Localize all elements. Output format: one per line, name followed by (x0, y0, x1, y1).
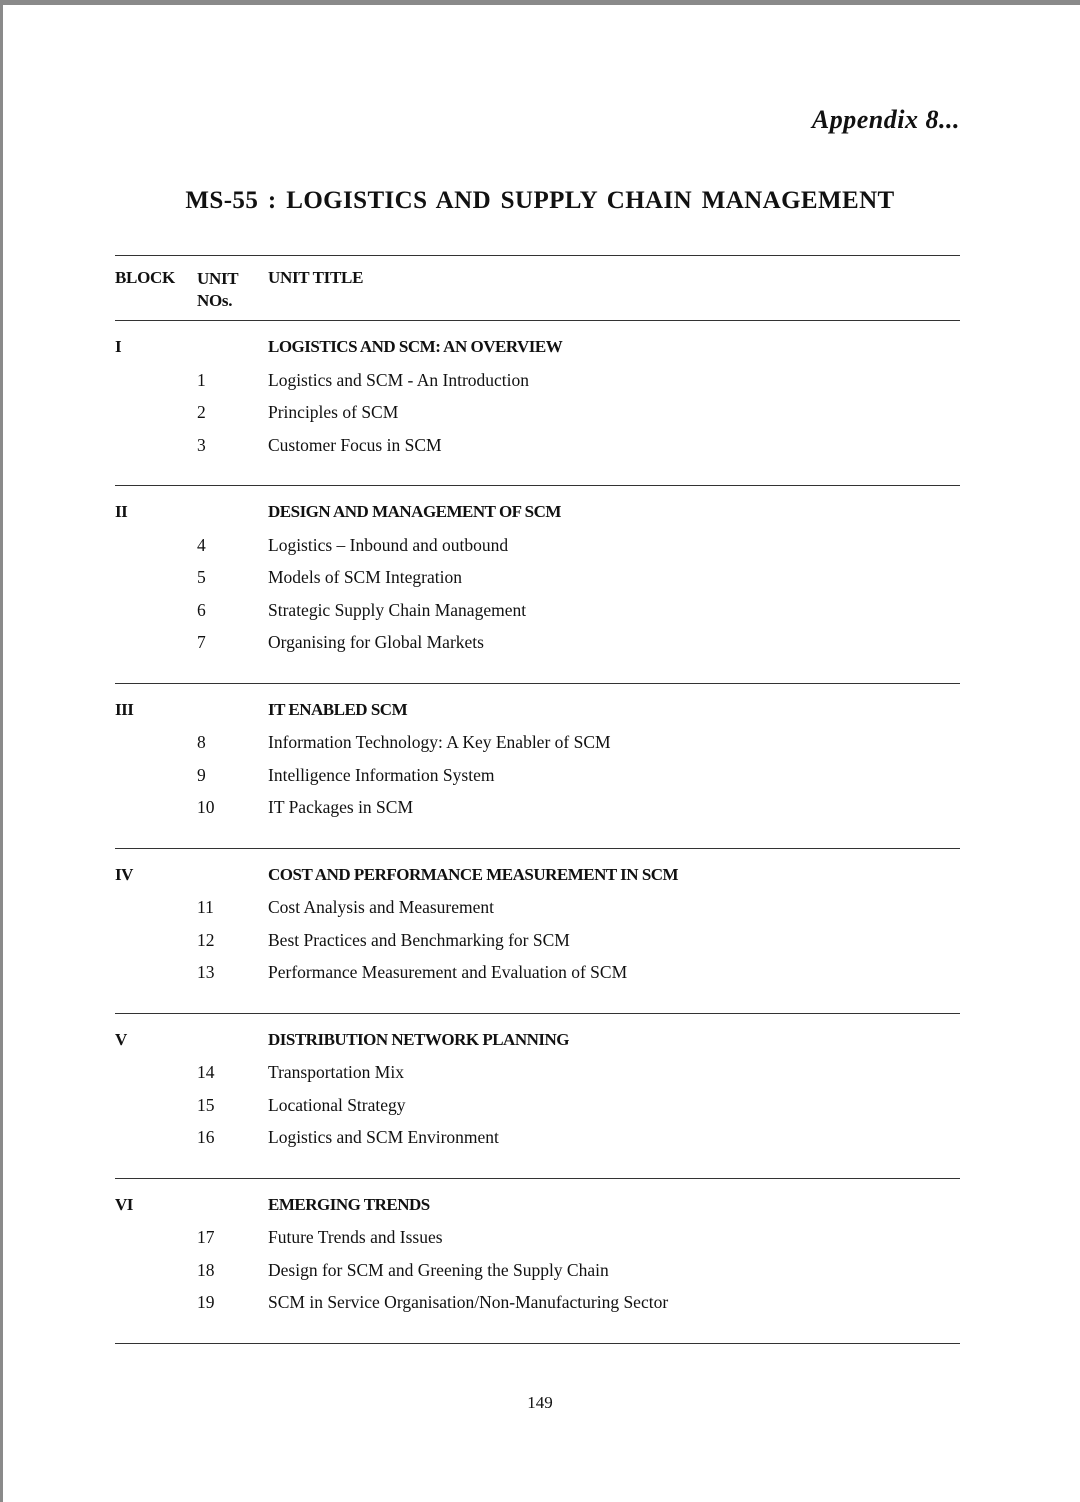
block-section (115, 1179, 960, 1343)
unit-title: Logistics and SCM Environment (268, 1127, 499, 1147)
unit-number: 11 (197, 897, 214, 917)
unit-title: Best Practices and Benchmarking for SCM (268, 929, 570, 950)
course-units-table (115, 255, 960, 1344)
unit-row (115, 1292, 960, 1325)
unit-title: IT Packages in SCM (268, 797, 414, 817)
block-divider-rule (115, 1343, 960, 1344)
unit-title: Logistics and SCM - An Introduction (268, 369, 530, 390)
header-unit-title: UNIT TITLE (268, 268, 364, 287)
block-title: EMERGING TRENDS (268, 1194, 430, 1214)
unit-row (115, 732, 960, 765)
unit-title: Future Trends and Issues (268, 1227, 443, 1247)
unit-title: Intelligence Information System (268, 764, 495, 785)
block-number: VI (115, 1194, 133, 1214)
block-title: LOGISTICS AND SCM: AN OVERVIEW (268, 337, 563, 356)
unit-number: 14 (197, 1062, 215, 1082)
page-number: 149 (527, 1393, 553, 1412)
unit-title: Organising for Global Markets (268, 632, 484, 652)
unit-title: Cost Analysis and Measurement (268, 897, 495, 917)
table-header (115, 256, 960, 320)
block-section (115, 1014, 960, 1178)
block-heading-row (115, 1195, 960, 1228)
unit-title: Information Technology: A Key Enabler of SCM (268, 732, 611, 752)
unit-row (115, 797, 960, 830)
unit-number: 6 (197, 599, 206, 620)
unit-row (115, 930, 960, 963)
unit-title: Design for SCM and Greening the Supply Chain (268, 1259, 609, 1280)
unit-row (115, 1127, 960, 1160)
unit-title: Locational Strategy (268, 1094, 406, 1115)
block-number: I (115, 337, 122, 356)
unit-title: Performance Measurement and Evaluation of SCM (268, 962, 628, 982)
blocks-list (115, 321, 960, 1344)
unit-row (115, 897, 960, 930)
header-unit-line2: NOs. (197, 291, 233, 310)
unit-number: 18 (197, 1259, 215, 1280)
block-number: II (115, 502, 128, 521)
unit-title: Logistics – Inbound and outbound (268, 534, 509, 555)
unit-number: 9 (197, 764, 206, 785)
unit-row (115, 567, 960, 600)
unit-row (115, 1062, 960, 1095)
unit-row (115, 632, 960, 665)
block-number: III (115, 699, 134, 719)
block-title: IT ENABLED SCM (268, 699, 408, 719)
unit-number: 3 (197, 434, 206, 455)
unit-row (115, 435, 960, 468)
unit-number: 10 (197, 797, 215, 817)
unit-number: 16 (197, 1127, 215, 1147)
unit-title: Customer Focus in SCM (268, 434, 442, 455)
unit-row (115, 402, 960, 435)
unit-number: 17 (197, 1227, 215, 1247)
unit-title: SCM in Service Organisation/Non-Manufacturing Sector (268, 1292, 669, 1312)
unit-row (115, 535, 960, 568)
block-heading-row (115, 700, 960, 733)
block-section (115, 849, 960, 1013)
unit-title: Transportation Mix (268, 1062, 404, 1082)
unit-title: Strategic Supply Chain Management (268, 599, 527, 620)
header-unit-nos (197, 268, 238, 312)
block-number: IV (115, 864, 133, 884)
block-title: COST AND PERFORMANCE MEASUREMENT IN SCM (268, 864, 679, 884)
block-heading-row (115, 337, 960, 370)
unit-row (115, 370, 960, 403)
header-block: BLOCK (115, 268, 175, 287)
unit-number: 7 (197, 632, 206, 652)
unit-number: 1 (197, 369, 206, 390)
block-section (115, 684, 960, 848)
unit-number: 2 (197, 402, 206, 422)
unit-row (115, 765, 960, 798)
unit-title: Principles of SCM (268, 402, 399, 422)
unit-row (115, 1095, 960, 1128)
block-section (115, 321, 960, 485)
unit-number: 5 (197, 567, 206, 587)
block-heading-row (115, 1030, 960, 1063)
appendix-label: Appendix 8... (811, 105, 960, 134)
unit-row (115, 600, 960, 633)
header-unit-line1: UNIT (197, 269, 239, 288)
unit-number: 15 (197, 1094, 215, 1115)
unit-row (115, 1260, 960, 1293)
unit-title: Models of SCM Integration (268, 567, 462, 587)
unit-number: 12 (197, 929, 215, 950)
unit-row (115, 962, 960, 995)
document-page (3, 5, 1080, 1502)
block-heading-row (115, 865, 960, 898)
unit-number: 4 (197, 534, 206, 555)
unit-row (115, 1227, 960, 1260)
document-title: MS-55 : LOGISTICS AND SUPPLY CHAIN MANAGEMENT (185, 187, 895, 214)
block-heading-row (115, 502, 960, 535)
unit-number: 8 (197, 732, 206, 752)
block-section (115, 486, 960, 683)
block-title: DESIGN AND MANAGEMENT OF SCM (268, 502, 561, 521)
block-number: V (115, 1029, 127, 1049)
unit-number: 19 (197, 1292, 215, 1312)
unit-number: 13 (197, 962, 215, 982)
block-title: DISTRIBUTION NETWORK PLANNING (268, 1029, 569, 1049)
